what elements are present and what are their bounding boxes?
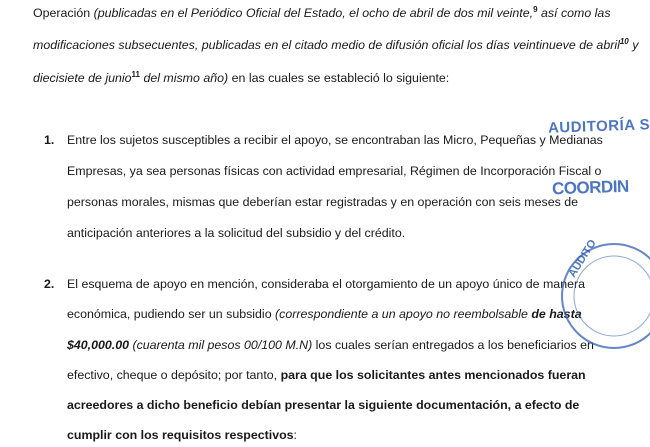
- intro-italic-text: del mismo año): [143, 71, 229, 85]
- audit-stamp-text: AUDITORÍA S: [547, 116, 650, 137]
- list-item-1-line-2: Empresas, ya sea personas físicas con actividad empresarial, Régimen de Incorporación Fiscal o: [67, 164, 602, 178]
- list-item-2-line-3: [67, 337, 594, 353]
- list-item-number: 1.: [44, 133, 55, 147]
- list-item-1-line-3: personas morales, mismas que deberían estar registradas y en operación con seis meses de: [67, 195, 579, 209]
- list-item-2-bold: de hasta: [531, 307, 582, 321]
- list-item-2-italic: (correspondiente a un apoyo no reembolsable: [275, 307, 528, 321]
- intro-line-2: [33, 37, 638, 53]
- list-item-2-text: efectivo, cheque o depósito; por tanto,: [67, 368, 278, 382]
- audit-seal-icon: [552, 226, 642, 366]
- list-item-1-line-4: anticipación anteriores a la solicitud del subsidio y del crédito.: [67, 226, 406, 240]
- footnote-ref-11[interactable]: 11: [131, 69, 140, 79]
- intro-text: en las cuales se estableció lo siguiente:: [231, 71, 450, 85]
- intro-italic-text: (publicadas en el Periódico Oficial del Estado, el ocho de abril de dos mil veinte,: [93, 6, 534, 20]
- list-item-2-line-1: El esquema de apoyo en mención, consideraba el otorgamiento de un apoyo único de manera: [67, 277, 585, 291]
- intro-italic-text: modificaciones subsecuentes, publicadas en el citado medio de difusión oficial los días veintinueve de abril: [33, 38, 620, 52]
- intro-line-3: [33, 70, 449, 86]
- list-item-2-bold: para que los solicitantes antes mencionados fueran: [280, 368, 586, 382]
- list-item-2-line-4: [67, 367, 586, 383]
- coordination-stamp-text: COORDIN: [551, 176, 630, 199]
- list-item-2-text: los cuales serían entregados a los beneficiarios en: [315, 338, 594, 352]
- list-item-2-text: :: [293, 428, 297, 442]
- intro-italic-text: diecisiete de junio: [33, 71, 132, 85]
- intro-italic-text: así como las: [540, 6, 611, 20]
- intro-line-1: [33, 5, 611, 21]
- list-item-2-line-2: [67, 306, 582, 322]
- intro-italic-text: y: [632, 38, 639, 52]
- footnote-ref-10[interactable]: 10: [619, 36, 629, 46]
- list-item-2-italic: (cuarenta mil pesos 00/100 M.N): [132, 338, 313, 352]
- list-item-1-line-1: Entre los sujetos susceptibles a recibir el apoyo, se encontraban las Micro, Pequeñas y Medianas: [67, 133, 603, 147]
- list-item-2-text: económica, pudiendo ser un subsidio: [67, 307, 272, 321]
- footnote-ref-9[interactable]: 9: [533, 4, 538, 14]
- list-item-2-line-6: [67, 427, 297, 443]
- list-item-number: 2.: [44, 277, 55, 291]
- list-item-2-amount: $40,000.00: [67, 338, 130, 352]
- seal-text: AUDITO: [566, 237, 599, 280]
- list-item-2-line-5: acreedores a dicho beneficio debían presentar la siguiente documentación, a efecto de: [67, 398, 580, 412]
- intro-text: Operación: [33, 6, 91, 20]
- list-item-2-bold: cumplir con los requisitos respectivos: [67, 428, 294, 442]
